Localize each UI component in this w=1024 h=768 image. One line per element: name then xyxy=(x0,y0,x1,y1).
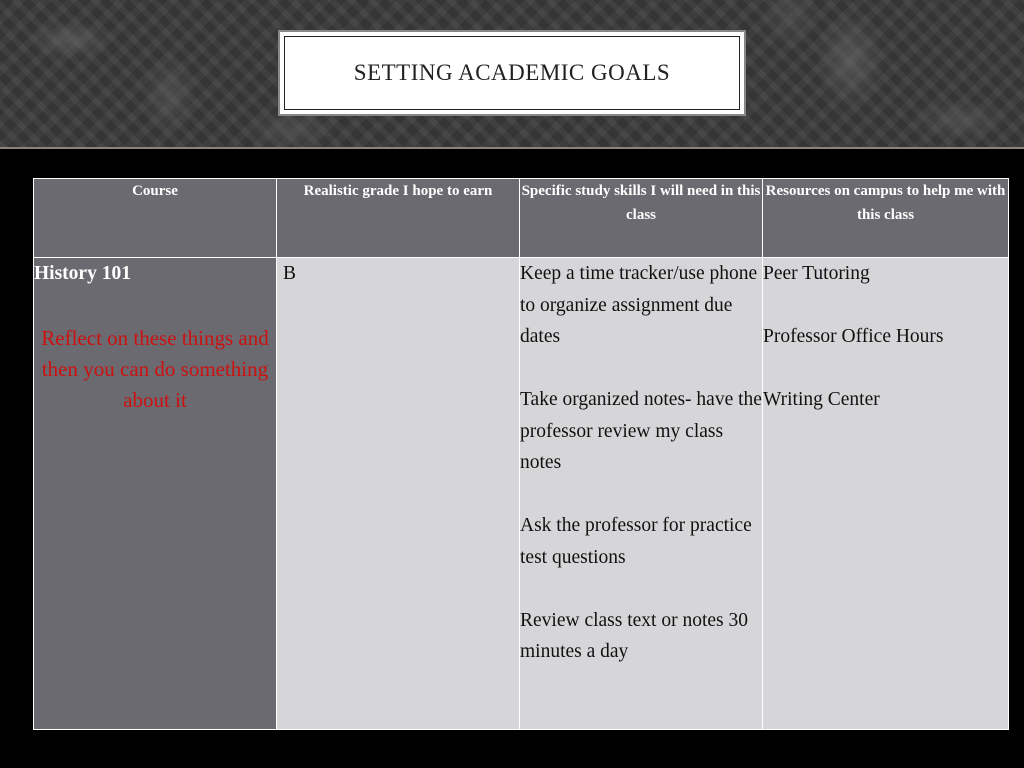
study-skill-item: Take organized notes- have the professor review my class notes xyxy=(520,389,762,473)
course-name: History 101 xyxy=(34,263,131,284)
header-resources: Resources on campus to help me with this class xyxy=(763,179,1009,258)
table-header-row xyxy=(34,179,1009,258)
header-study-skills: Specific study skills I will need in this class xyxy=(520,179,763,258)
course-reflection-note: Reflect on these things and then you can do something about it xyxy=(41,326,269,412)
header-grade: Realistic grade I hope to earn xyxy=(277,179,520,258)
grade-cell xyxy=(277,258,520,730)
header-divider xyxy=(0,147,1024,149)
resource-item: Peer Tutoring xyxy=(763,263,870,284)
table-row xyxy=(34,258,1009,730)
title-inner-frame xyxy=(284,36,740,110)
title-box xyxy=(278,30,746,116)
header-course: Course xyxy=(34,179,277,258)
goals-table xyxy=(33,178,1009,730)
resource-item: Writing Center xyxy=(763,389,880,410)
course-cell xyxy=(34,258,277,730)
study-skill-item: Ask the professor for practice test questions xyxy=(520,515,752,568)
resource-item: Professor Office Hours xyxy=(763,326,944,347)
grade-value: B xyxy=(283,263,297,284)
study-skill-item: Keep a time tracker/use phone to organize assignment due dates xyxy=(520,263,758,347)
study-skills-cell xyxy=(520,258,763,730)
study-skill-item: Review class text or notes 30 minutes a day xyxy=(520,609,748,662)
resources-cell xyxy=(763,258,1009,730)
slide-title: SETTING ACADEMIC GOALS xyxy=(353,60,671,85)
